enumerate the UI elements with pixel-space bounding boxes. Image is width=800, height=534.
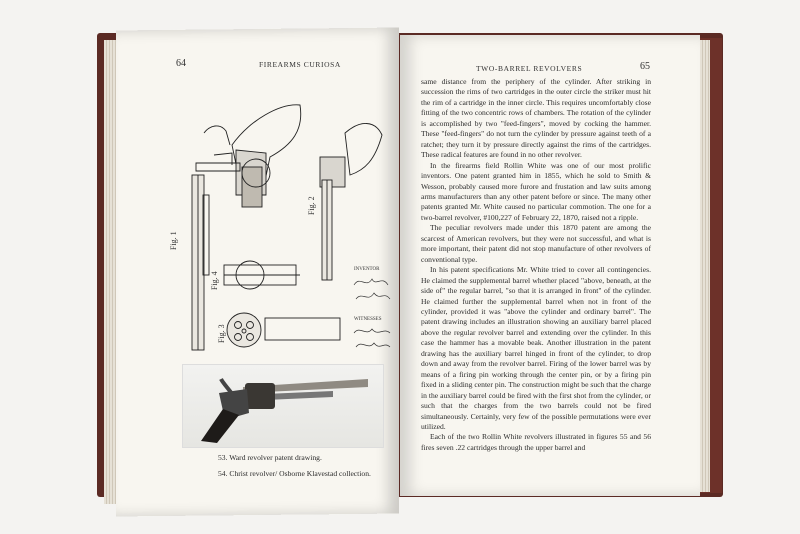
right-page-stack — [700, 40, 710, 492]
caption-54: 54. Christ revolver/ Osborne Klavestad collection. — [218, 469, 371, 478]
fig-3-label: Fig. 3 — [217, 324, 226, 343]
left-page-number: 64 — [176, 58, 186, 69]
witnesses-label: WITNESSES — [354, 317, 382, 322]
fig-4-label: Fig. 4 — [210, 271, 219, 290]
inventor-signature — [354, 279, 390, 299]
right-page-number: 65 — [640, 61, 650, 72]
fig-2-label: Fig. 2 — [307, 196, 316, 215]
paragraph: In his patent specifications Mr. White tried to cover all contingencies. He claimed the supplemental barrel whether placed "above, beneath, at the side of" the regular barrel, "so that it is arranged in front" of the cylinder. He claimed further the supplemental barrel when not in front of the cylinder, provided it was "above the cylinder and ordinary barrel". The patent drawing includes an illustration showing an auxiliary barrel placed above the regular revolver barrel and extending over the cylinder. In this case the hammer has a movable beak. Another illustration in the patent drawing has the auxiliary barrel hinged in front of the cylinder, to drop down and away from the revolver barrel. Firing of the lower barrel was by means of a firing pin working through the center pin, or by a firing pin fixed in a sliding center pin. The construction might be such that the charge in the auxiliary barrel could be fired with the first shot from the cylinder, or such that the charges from the two barrels could not be fired simultaneously. Certainly, very few of the possible permutations were ever utilized. — [421, 265, 651, 431]
paragraph: same distance from the periphery of the cylinder. After striking in succession the rims of two cartridges in the outer circle the striker must hit the rim of a cartridge in the inner circle. This requires uncomfortably close fitting of the two concentric rows of chambers. The rotation of the cylinder is accomplished by two "feed-fingers", moved by cocking the hammer. These "feed-fingers" do not turn the cylinder by pressure against teeth of a ratchet; they turn it by pressure directly against the rims of the cartridges. These radical features are found in no other revolver. — [421, 77, 651, 160]
revolver-photo — [182, 364, 384, 448]
patent-drawing — [170, 75, 400, 360]
right-page-body — [421, 77, 651, 453]
inventor-label: INVENTOR — [354, 267, 380, 272]
caption-53: 53. Ward revolver patent drawing. — [218, 453, 322, 462]
paragraph: The peculiar revolvers made under this 1870 patent are among the scarcest of American revolvers, but they were not successful, and what is more important, their patent did not stop manufacture of other revolvers of conventional type. — [421, 223, 651, 264]
right-running-head: TWO-BARREL REVOLVERS — [476, 64, 583, 73]
paragraph: In the firearms field Rollin White was one of our most prolific inventors. One patent granted him in 1855, which he sold to Smith & Wesson, probably caused more furore and frustation and law suits among arms manufacturers than any other patent before or since. The many other patents granted Mr. White caused no particular commotion. The one for a two-barrel revolver, #100,227 of February 22, 1870, raised not a ripple. — [421, 160, 651, 222]
paragraph: Each of the two Rollin White revolvers illustrated in figures 55 and 56 fires seven .22 cartridges through the upper barrel and — [421, 432, 651, 452]
witness-signatures — [354, 329, 390, 347]
left-running-head: FIREARMS CURIOSA — [259, 60, 341, 69]
fig-1-label: Fig. 1 — [169, 231, 178, 250]
